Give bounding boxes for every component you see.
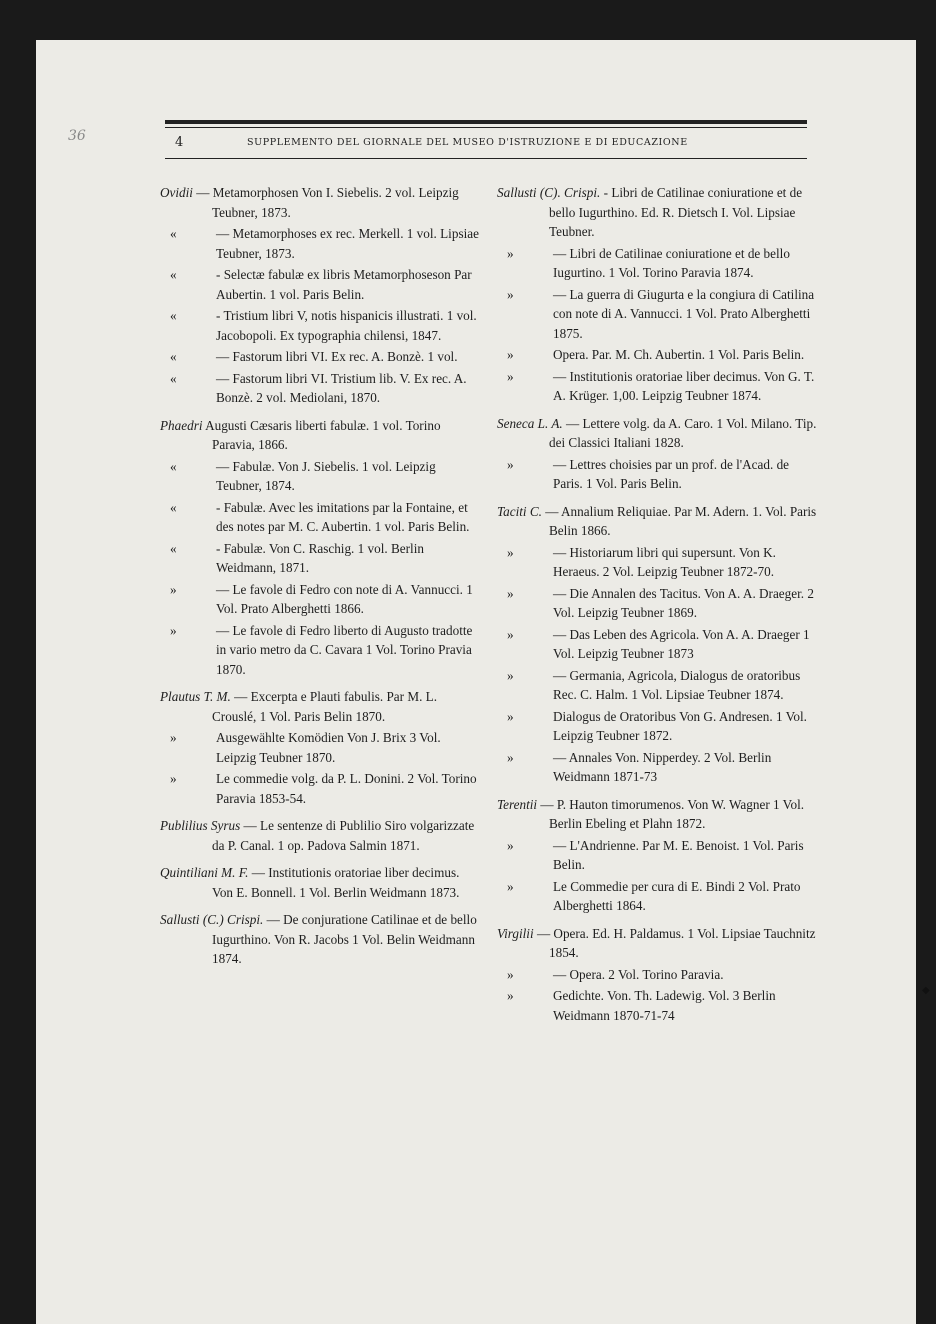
ditto-mark: « xyxy=(170,308,177,323)
entry-author: Sallusti (C.) Crispi. xyxy=(160,912,264,927)
bibliography-entry xyxy=(160,498,482,537)
entry-text: — Die Annalen des Tacitus. Von A. A. Draeger. 2 Vol. Leipzig Teubner 1869. xyxy=(553,585,814,620)
page-header xyxy=(165,135,807,153)
bibliography-entry xyxy=(160,306,482,345)
entry-text: — Lettere volg. da A. Caro. 1 Vol. Milano. Tip. dei Classici Italiani 1828. xyxy=(549,415,817,450)
ditto-mark: » xyxy=(170,730,177,745)
entry-text: — Annales Von. Nipperdey. 2 Vol. Berlin Weidmann 1871-73 xyxy=(553,749,772,784)
entry-text: — La guerra di Giugurta e la congiura di Catilina con note di A. Vannucci. 1 Vol. Prato Alberghetti 1875. xyxy=(553,286,815,341)
ditto-mark: » xyxy=(507,878,514,894)
ditto-mark: « xyxy=(170,370,177,386)
ditto-mark: » xyxy=(507,667,514,683)
ditto-mark: » xyxy=(507,626,514,642)
header-rule-top-thin xyxy=(165,127,807,128)
entry-text: — Fabulæ. Von J. Siebelis. 1 vol. Leipzig Teubner, 1874. xyxy=(216,458,436,493)
entry-author: Plautus T. M. xyxy=(160,689,231,704)
entry-text: - Libri de Catilinae coniuratione et de bello Iugurthino. Ed. R. Dietsch I. Vol. Lipsiae Teubner. xyxy=(549,185,803,239)
ditto-mark: » xyxy=(507,837,514,853)
bibliography-entry xyxy=(497,795,819,834)
entry-author: Ovidii xyxy=(160,185,193,200)
ditto-mark: » xyxy=(507,966,514,982)
bibliography-entry xyxy=(497,836,819,875)
ditto-mark: » xyxy=(507,245,514,261)
bibliography-entry xyxy=(160,347,482,367)
bibliography-entry xyxy=(497,285,819,344)
bibliography-entry xyxy=(160,183,482,222)
bibliography-entry xyxy=(497,244,819,283)
entry-text: — Opera. Ed. H. Paldamus. 1 Vol. Lipsiae Tauchnitz 1854. xyxy=(536,925,816,960)
right-column xyxy=(497,183,819,1027)
margin-mark: ◆ xyxy=(922,985,930,996)
bibliography-entry xyxy=(160,457,482,496)
ditto-mark: » xyxy=(507,456,514,472)
entry-text: - Selectæ fabulæ ex libris Metamorphoseson Par Aubertin. 1 vol. Paris Belin. xyxy=(216,267,472,302)
bibliography-entry xyxy=(160,224,482,263)
bibliography-entry xyxy=(497,183,819,242)
ditto-mark: » xyxy=(507,368,514,384)
bibliography-entry xyxy=(497,965,819,985)
entry-text: — Lettres choisies par un prof. de l'Acad. de Paris. 1 Vol. Paris Belin. xyxy=(553,456,790,491)
bibliography-entry xyxy=(497,877,819,916)
entry-text: — Opera. 2 Vol. Torino Paravia. xyxy=(553,966,724,982)
entry-text: Opera. Par. M. Ch. Aubertin. 1 Vol. Paris Belin. xyxy=(553,347,805,362)
header-rule-top xyxy=(165,120,807,124)
ditto-mark: » xyxy=(170,622,177,638)
entry-author: Quintiliani M. F. xyxy=(160,865,249,880)
bibliography-entry xyxy=(160,769,482,808)
entry-text: — Metamorphosen Von I. Siebelis. 2 vol. Leipzig Teubner, 1873. xyxy=(196,185,459,220)
ditto-mark: » xyxy=(507,347,514,362)
ditto-mark: » xyxy=(170,581,177,597)
entry-author: Terentii xyxy=(497,796,538,812)
entry-text: Le Commedie per cura di E. Bindi 2 Vol. Prato Alberghetti 1864. xyxy=(553,878,801,913)
bibliography-entry xyxy=(497,748,819,787)
ditto-mark: « xyxy=(170,226,177,241)
ditto-mark: « xyxy=(170,458,177,474)
ditto-mark: « xyxy=(170,540,177,556)
ditto-mark: » xyxy=(507,708,514,724)
entry-author: Taciti C. xyxy=(497,503,542,519)
entry-text: — Institutionis oratoriae liber decimus. Von G. T. A. Krüger. 1,00. Leipzig Teubner 1874. xyxy=(553,368,815,403)
bibliography-entry xyxy=(497,414,819,453)
bibliography-entry xyxy=(497,986,819,1025)
entry-author: Virgilii xyxy=(497,925,534,941)
bibliography-entry xyxy=(497,584,819,623)
entry-text: - Fabulæ. Von C. Raschig. 1 vol. Berlin Weidmann, 1871. xyxy=(216,540,424,575)
bibliography-entry xyxy=(160,863,482,902)
bibliography-entry xyxy=(497,707,819,746)
entry-text: - Tristium libri V, notis hispanicis illustrati. 1 vol. Jacobopoli. Ex typographia chilensi, 1847. xyxy=(216,308,477,343)
bibliography-entry xyxy=(497,345,819,365)
bibliography-entry xyxy=(497,924,819,963)
left-column xyxy=(160,183,482,971)
bibliography-entry xyxy=(160,265,482,304)
bibliography-entry xyxy=(160,621,482,680)
bibliography-entry xyxy=(160,728,482,767)
bibliography-entry xyxy=(160,580,482,619)
bibliography-entry xyxy=(160,369,482,408)
entry-text: — Metamorphoses ex rec. Merkell. 1 vol. Lipsiae Teubner, 1873. xyxy=(216,226,479,261)
entry-author: Publilius Syrus xyxy=(160,818,241,833)
entry-text: — Annalium Reliquiae. Par M. Adern. 1. Vol. Paris Belin 1866. xyxy=(545,503,817,538)
entry-text: — Excerpta e Plauti fabulis. Par M. L. Crouslé, 1 Vol. Paris Belin 1870. xyxy=(212,689,438,724)
entry-text: Ausgewählte Komödien Von J. Brix 3 Vol. Leipzig Teubner 1870. xyxy=(216,730,441,765)
bibliography-entry xyxy=(160,416,482,455)
entry-text: Gedichte. Von. Th. Ladewig. Vol. 3 Berlin Weidmann 1870-71-74 xyxy=(553,988,776,1023)
entry-text: — Le favole di Fedro con note di A. Vannucci. 1 Vol. Prato Alberghetti 1866. xyxy=(216,581,473,616)
bibliography-entry xyxy=(497,666,819,705)
entry-text: - Fabulæ. Avec les imitations par la Fontaine, et des notes par M. C. Aubertin. 1 vol. Paris Belin. xyxy=(216,499,470,534)
ditto-mark: » xyxy=(507,585,514,601)
entry-text: — Germania, Agricola, Dialogus de oratoribus Rec. C. Halm. 1 Vol. Lipsiae Teubner 1874. xyxy=(553,667,801,702)
corner-mark: 36 xyxy=(68,128,86,144)
entry-text: — Le sentenze di Publilio Siro volgarizzate da P. Canal. 1 op. Padova Salmin 1871. xyxy=(212,818,475,853)
entry-text: — L'Andrienne. Par M. E. Benoist. 1 Vol. Paris Belin. xyxy=(553,837,804,872)
ditto-mark: « xyxy=(170,267,177,282)
header-rule-bottom xyxy=(165,158,807,159)
entry-text: — Historiarum libri qui supersunt. Von K. Heraeus. 2 Vol. Leipzig Teubner 1872-70. xyxy=(553,544,776,579)
ditto-mark: » xyxy=(507,988,514,1003)
entry-text: — Libri de Catilinae coniuratione et de bello Iugurtino. 1 Vol. Torino Paravia 1874. xyxy=(553,245,790,280)
bibliography-entry xyxy=(160,910,482,969)
entry-text: — Fastorum libri VI. Tristium lib. V. Ex rec. A. Bonzè. 2 vol. Mediolani, 1870. xyxy=(216,370,467,405)
bibliography-entry xyxy=(497,455,819,494)
entry-text: — Das Leben des Agricola. Von A. A. Draeger 1 Vol. Leipzig Teubner 1873 xyxy=(553,626,810,661)
entry-text: — Institutionis oratoriae liber decimus. Von E. Bonnell. 1 Vol. Berlin Weidmann 1873. xyxy=(212,865,460,900)
bibliography-entry xyxy=(160,816,482,855)
entry-text: — P. Hauton timorumenos. Von W. Wagner 1 Vol. Berlin Ebeling et Plahn 1872. xyxy=(540,796,805,831)
bibliography-entry xyxy=(497,502,819,541)
entry-text: Dialogus de Oratoribus Von G. Andresen. 1 Vol. Leipzig Teubner 1872. xyxy=(553,708,807,743)
ditto-mark: » xyxy=(507,544,514,560)
entry-author: Seneca L. A. xyxy=(497,415,563,431)
ditto-mark: « xyxy=(170,349,177,364)
bibliography-entry xyxy=(160,687,482,726)
ditto-mark: » xyxy=(507,749,514,765)
entry-text: — Le favole di Fedro liberto di Augusto tradotte in vario metro da C. Cavara 1 Vol. Torino Pravia 1870. xyxy=(216,622,473,677)
ditto-mark: « xyxy=(170,499,177,515)
entry-author: Sallusti (C). Crispi. xyxy=(497,185,601,200)
bibliography-entry xyxy=(497,367,819,406)
running-head: SUPPLEMENTO DEL GIORNALE DEL MUSEO D'ISTRUZIONE E DI EDUCAZIONE xyxy=(247,137,688,148)
entry-text: Augusti Cæsaris liberti fabulæ. 1 vol. Torino Paravia, 1866. xyxy=(205,417,441,452)
entry-text: Le commedie volg. da P. L. Donini. 2 Vol. Torino Paravia 1853-54. xyxy=(216,771,477,806)
bibliography-entry xyxy=(497,543,819,582)
bibliography-entry xyxy=(497,625,819,664)
entry-text: — De conjuratione Catilinae et de bello Iugurthino. Von R. Jacobs 1 Vol. Belin Weidmann 1874. xyxy=(212,912,477,966)
ditto-mark: » xyxy=(170,771,177,786)
ditto-mark: » xyxy=(507,286,514,302)
entry-text: — Fastorum libri VI. Ex rec. A. Bonzè. 1 vol. xyxy=(216,349,458,364)
page-number: 4 xyxy=(175,135,184,150)
entry-author: Phaedri xyxy=(160,417,203,433)
bibliography-entry xyxy=(160,539,482,578)
